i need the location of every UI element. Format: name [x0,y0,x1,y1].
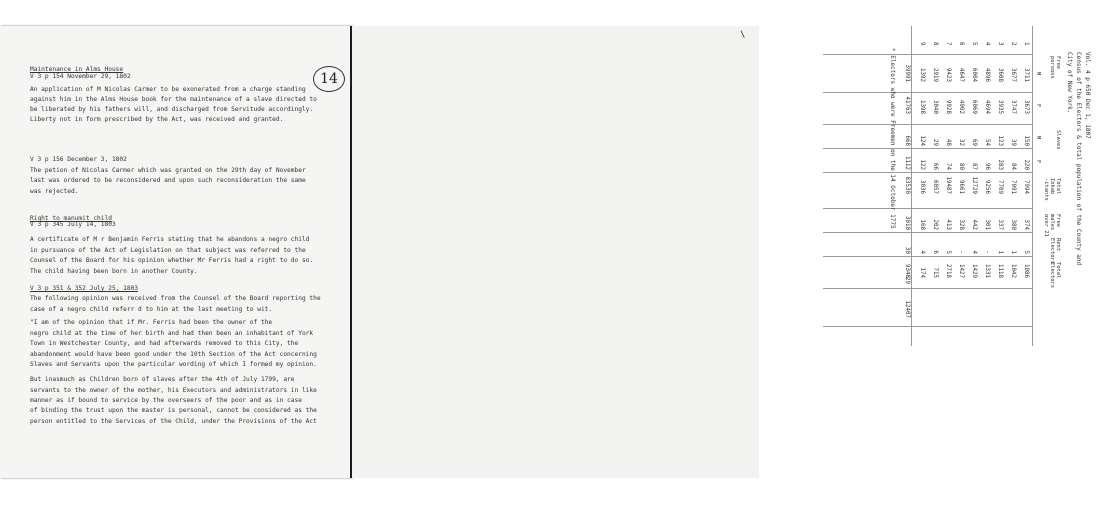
ward-number: 9 [919,42,925,46]
header-rule [1032,26,1033,346]
table-cell: 6004 [971,68,977,82]
column-header: Rent Electors [1049,238,1061,264]
table-cell: 3677 [1010,68,1016,82]
table-cell: 19487 [945,176,951,194]
table-cell: 3673 [1023,100,1029,114]
table-cell: 6057 [932,180,938,194]
table-cell: 3747 [1010,100,1016,114]
table-cell: 5 [945,250,951,254]
table-cell: 69 [971,139,977,146]
ledger-title-line: Vol. 4 p 650 Dec 1, 1807 [1084,52,1091,139]
ledger-footnote: * Electors who were Freemen on the 14 October 1775 [889,48,896,229]
total-cell: 83530 [904,176,910,194]
total-cell: 30 [904,247,910,254]
text-line: manner as if bound to service by the overseers of the poor and as in case [30,397,302,404]
table-cell: 4647 [958,68,964,82]
table-cell: 380 [1010,219,1016,230]
column-subheader: M [1035,136,1041,140]
text-line: But inasmuch as Children born of slaves after the 4th of July 1799, are [30,376,295,383]
ward-number: 4 [984,42,990,46]
table-cell: 1 [997,250,1003,254]
total-cell: 12407 [904,300,910,318]
table-cell: 1042 [1010,264,1016,278]
text-line: person entitled to the Services of the Child, under the Provisions of the Act [30,418,317,425]
total-cell: 29 [904,277,910,284]
text-line: The child having been born in another County. [30,268,198,275]
table-cell: 80 [958,163,964,170]
table-cell: 442 [971,219,977,230]
ward-number: 8 [932,42,938,46]
table-cell: 87 [971,163,977,170]
table-cell: 9661 [958,180,964,194]
total-cell: 1112 [904,156,910,170]
table-cell: 7091 [1010,180,1016,194]
table-cell: 3711 [1023,68,1029,82]
table-cell: 174 [919,267,925,278]
table-cell: 39 [1010,139,1016,146]
page-mark: \ [740,30,746,40]
total-cell: 41763 [904,96,910,114]
table-cell: 1 [1010,250,1016,254]
ward-number: 7 [945,42,951,46]
table-cell: 413 [945,219,951,230]
text-line: A certificate of M r Benjamin Ferris stating that he abandons a negro child [30,236,310,243]
text-line: Liberty not in form prescribed by the Act, was received and granted. [30,116,284,123]
table-cell: 3608 [997,68,1003,82]
text-line: V 3 p 351 & 352 July 25, 1803 [30,285,139,292]
column-rule [823,54,1033,55]
table-cell: 328 [958,219,964,230]
ward-number: 5 [971,42,977,46]
table-cell: 12729 [971,176,977,194]
table-cell: 123 [997,135,1003,146]
table-cell: 1398 [919,100,925,114]
text-line: Slaves and Servants upon the particular wording of which I formed my opinion. [30,361,317,368]
column-header: Free persons [1049,56,1061,79]
table-cell: 4 [971,250,977,254]
table-cell: 9928 [945,100,951,114]
table-cell: 3036 [919,180,925,194]
table-cell: 32 [958,139,964,146]
table-cell: 96 [984,163,990,170]
text-line: case of a negro child referr d to him at the last meeting to wit. [30,306,273,313]
table-cell: 715 [932,267,938,278]
table-cell: - [984,250,990,254]
text-line: Counsel of the Board for his opinion whether Mr Ferris had a right to do so. [30,257,314,264]
text-line: negro child at the time of her birth and had then been an inhabitant of York [30,330,314,337]
table-cell: 2718 [945,264,951,278]
table-cell: 1331 [984,264,990,278]
table-cell: 6 [932,250,938,254]
text-line: Maintenance in Alms House [30,66,124,73]
table-cell: 9423 [945,68,951,82]
folio-number: 14 [313,66,345,92]
column-header: Total Inhab -itants [1043,178,1061,201]
table-cell: 1429 [971,264,977,278]
text-line: V 3 p 345 July 14, 1803 [30,221,116,228]
total-cell: 3010 [904,216,910,230]
table-cell: 2919 [932,68,938,82]
table-cell: 3935 [997,100,1003,114]
table-cell: - [958,250,964,254]
table-cell: 4902 [958,100,964,114]
table-cell: 202 [932,219,938,230]
table-cell: 3040 [932,100,938,114]
table-cell: 1118 [997,264,1003,278]
column-rule [823,288,1033,289]
text-line: The following opinion was received from the Counsel of the Board reporting the [30,295,321,302]
column-subheader: F [1035,104,1041,108]
table-cell: 4694 [984,100,990,114]
table-cell: 48 [945,139,951,146]
text-line: in pursuance of the Act of Legislation on that subject was referred to the [30,247,306,254]
table-cell: 301 [984,219,990,230]
ward-number: 3 [997,42,1003,46]
ward-number: 6 [958,42,964,46]
table-cell: 168 [919,219,925,230]
text-line: servants to the owner of the mother, his Executors and administrators in like [30,387,317,394]
table-cell: 6069 [971,100,977,114]
table-cell: 74 [945,163,951,170]
totals-rule [911,26,912,346]
table-cell: 150 [1023,135,1029,146]
column-subheader: M [1035,72,1041,76]
table-cell: 337 [997,219,1003,230]
table-cell: 124 [919,135,925,146]
text-line: be liberated by his fathers will, and discharged from Servitude accordingly. [30,106,314,113]
text-line: The petion of Nicolas Carmer which was granted on the 29th day of November [30,167,306,174]
text-line: V 3 p 156 December 3, 1802 [30,156,127,163]
ledger-title-line: Census of the Electors & total population of the County and [1075,52,1082,266]
total-cell: 668 [904,135,910,146]
table-cell: 122 [919,159,925,170]
column-header: Total Electors [1049,262,1061,288]
text-line: of binding the trust upon the master is personal, cannot be considered as the [30,407,317,414]
text-line: was rejected. [30,188,79,195]
table-cell: 29 [932,139,938,146]
table-cell: 4 [919,250,925,254]
text-line: "I am of the opinion that if Mr. Ferris had been the owner of the [30,319,273,326]
column-header: Free males over 21 [1043,214,1061,237]
table-cell: 9256 [984,180,990,194]
table-cell: 1427 [958,264,964,278]
table-cell: 7994 [1023,180,1029,194]
column-subheader: F [1035,160,1041,164]
ledger-title-line: City of New York. [1066,52,1073,114]
table-cell: 54 [984,139,990,146]
table-cell: 220 [1023,159,1029,170]
text-line: against him in the Alms House book for the maintenance of a slave directed to [30,96,317,103]
table-cell: 1086 [1023,264,1029,278]
table-cell: 283 [997,159,1003,170]
text-line: abandonment would have been good under the 10th Section of the Act concerning [30,351,317,358]
table-cell: 84 [1010,163,1016,170]
total-cell: 39991 [904,64,910,82]
census-ledger [704,26,1111,532]
column-header: Slaves [1055,130,1061,150]
text-line: V 3 p 154 November 29, 1802 [30,73,131,80]
ward-number: 1 [1023,42,1029,46]
text-line: Town in Westchester County, and had afterwards removed to this City, the [30,340,299,347]
right-page [352,26,1091,478]
left-page [0,26,352,478]
table-cell: 5 [1023,250,1029,254]
table-cell: 374 [1023,219,1029,230]
text-line: An application of M Nicolas Carmer to be exonerated from a charge standing [30,86,306,93]
total-cell: 9348 [904,264,910,278]
table-cell: 4896 [984,68,990,82]
text-line: Right to manumit child [30,215,112,222]
table-cell: 66 [932,163,938,170]
column-rule [823,326,1033,327]
table-cell: 7709 [997,180,1003,194]
text-line: last was ordered to be reconsidered and upon such reconsideration the same [30,177,306,184]
table-cell: 1392 [919,68,925,82]
ward-number: 2 [1010,42,1016,46]
